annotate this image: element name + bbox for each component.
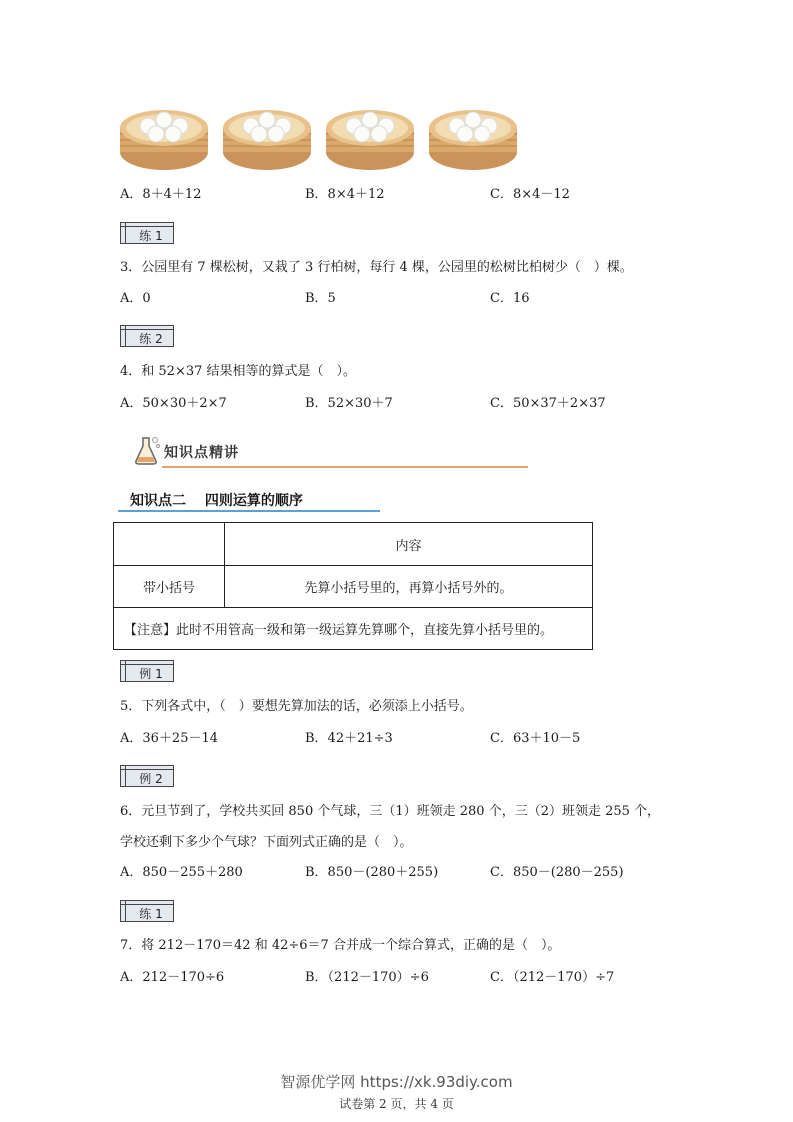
- q6-option-b: B．850－(280＋255): [305, 865, 439, 880]
- example-tag: [120, 660, 174, 682]
- example-tag: [120, 765, 174, 787]
- example-tag-label: 例 1: [139, 667, 163, 681]
- section-underline: [118, 510, 380, 512]
- practice-tag-label: 练 2: [139, 332, 163, 346]
- banner-underline: [162, 466, 528, 468]
- steamed-bun-basket-image: [324, 100, 416, 172]
- steamed-bun-basket-image: [221, 100, 313, 172]
- table-row: [114, 523, 593, 566]
- table-note: 【注意】此时不用管高一级和第一级运算先算哪个，直接先算小括号里的。: [114, 608, 593, 650]
- table-row-content: 先算小括号里的，再算小括号外的。: [225, 566, 593, 608]
- q2-option-b: B．8×4＋12: [305, 187, 385, 202]
- page-number: 试卷第 2 页，共 4 页: [339, 1097, 454, 1111]
- q3-text: 3．公园里有 7 棵松树，又栽了 3 行柏树，每行 4 棵，公园里的松树比柏树少（ ）棵。: [120, 260, 633, 275]
- table-header-content: 内容: [225, 523, 593, 566]
- q7-option-c: C．（212－170）÷7: [490, 970, 615, 985]
- table-row: [114, 566, 593, 608]
- q2-option-c: C．8×4－12: [490, 187, 570, 202]
- knowledge-banner: [134, 434, 528, 468]
- practice-tag: [120, 900, 174, 922]
- q6-option-a: A．850－255＋280: [120, 865, 243, 880]
- q5-option-a: A．36＋25－14: [120, 731, 219, 746]
- q2-option-a: A．8＋4＋12: [120, 187, 202, 202]
- table-row: [114, 608, 593, 650]
- rules-table: [113, 522, 593, 650]
- q3-option-a: A．0: [120, 291, 151, 306]
- section-title: 知识点二 四则运算的顺序: [130, 493, 303, 509]
- q4-option-b: B．52×30＋7: [305, 396, 393, 411]
- flask-icon: [134, 434, 162, 466]
- q6-text-line1: 6．元旦节到了，学校共买回 850 个气球，三（1）班领走 280 个，三（2）班领走 255 个，: [120, 804, 661, 819]
- q3-option-b: B．5: [305, 291, 336, 306]
- q5-option-c: C．63＋10－5: [490, 731, 581, 746]
- steamed-bun-basket-image: [427, 100, 519, 172]
- q3-option-c: C．16: [490, 291, 530, 306]
- banner-title: 知识点精讲: [164, 445, 239, 461]
- q5-text: 5．下列各式中，（ ）要想先算加法的话，必须添上小括号。: [120, 699, 473, 714]
- q4-text: 4．和 52×37 结果相等的算式是（ ）。: [120, 364, 357, 379]
- practice-tag: [120, 325, 174, 347]
- practice-tag-label: 练 1: [139, 907, 163, 921]
- q7-text: 7．将 212－170＝42 和 42÷6＝7 合并成一个综合算式，正确的是（ ）。: [120, 938, 561, 953]
- q6-option-c: C．850－(280－255): [490, 865, 624, 880]
- table-cell: [114, 523, 225, 566]
- q7-option-b: B．（212－170）÷6: [305, 970, 429, 985]
- practice-tag: [120, 222, 174, 244]
- watermark-link[interactable]: 智源优学网 https://xk.93diy.com: [280, 1073, 513, 1091]
- table-row-label: 带小括号: [114, 566, 225, 608]
- steamed-bun-basket-image: [118, 100, 210, 172]
- practice-tag-label: 练 1: [139, 229, 163, 243]
- q4-option-c: C．50×37＋2×37: [490, 396, 606, 411]
- q5-option-b: B．42＋21÷3: [305, 731, 393, 746]
- q6-text-line2: 学校还剩下多少个气球？下面列式正确的是（ ）。: [120, 835, 413, 850]
- q7-option-a: A．212－170÷6: [120, 970, 225, 985]
- q4-option-a: A．50×30＋2×7: [120, 396, 227, 411]
- example-tag-label: 例 2: [139, 772, 163, 786]
